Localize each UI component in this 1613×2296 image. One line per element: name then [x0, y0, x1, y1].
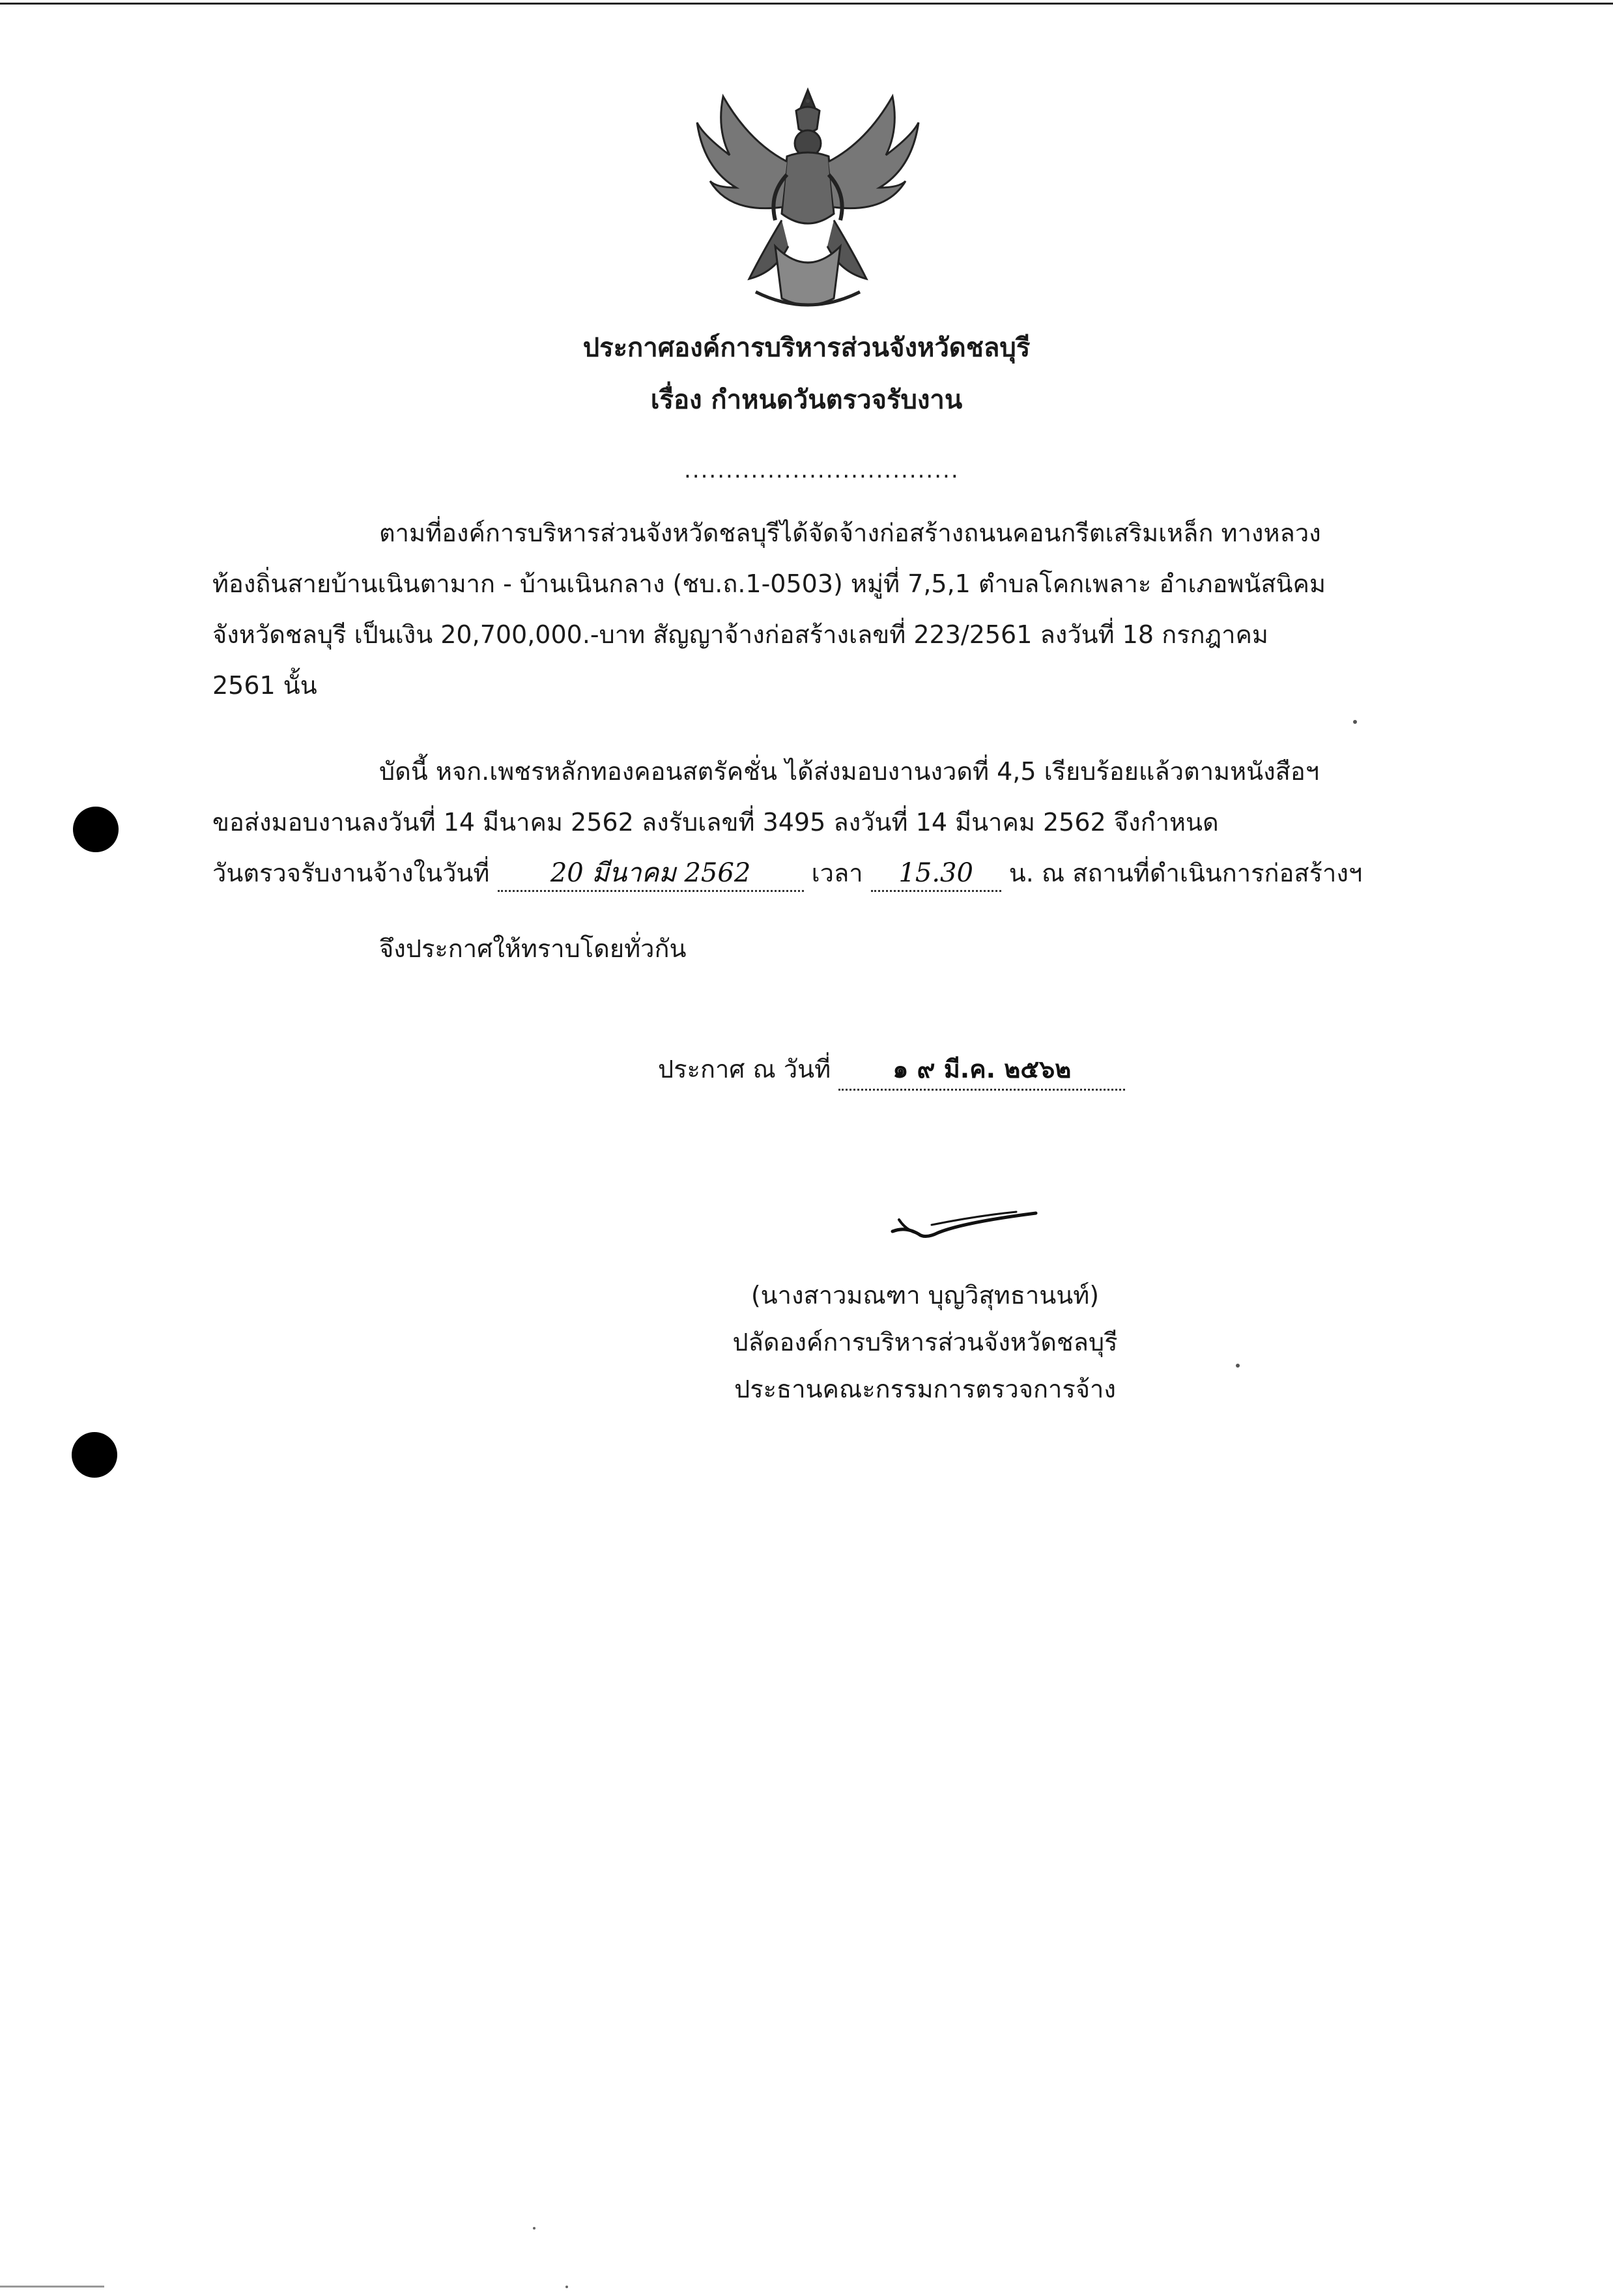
scan-top-edge	[0, 3, 1613, 5]
paragraph-line: ท้องถิ่นสายบ้านเนินตามาก - บ้านเนินกลาง (ชบ.ถ.1-0503) หมู่ที่ 7,5,1 ตำบลโคกเพลาะ อำเภอพนัสนิคม	[212, 569, 1326, 598]
document-title: ประกาศองค์การบริหารส่วนจังหวัดชลบุรี	[582, 333, 1031, 363]
issued-date-label: ประกาศ ณ วันที่	[658, 1055, 831, 1083]
paragraph-contract	[212, 516, 1399, 719]
paragraph-delivery	[212, 754, 1399, 907]
punch-hole	[73, 807, 119, 852]
handwritten-inspection-time: 15.30	[871, 856, 1001, 892]
signatory-role: ประธานคณะกรรมการตรวจการจ้าง	[734, 1375, 1116, 1403]
time-label: เวลา	[811, 859, 863, 887]
title-separator: .................................	[684, 457, 960, 483]
closing-text: จึงประกาศให้ทราบโดยทั่วกัน	[379, 934, 687, 963]
paragraph-line: 2561 นั้น	[212, 671, 317, 700]
signatory-name: (นางสาวมณฑา บุญวิสุทธานนท์)	[750, 1281, 1100, 1310]
inspection-date-label: วันตรวจรับงานจ้างในวันที่	[212, 859, 490, 887]
stamped-issued-date: ๑ ๙ มี.ค. ๒๕๖๒	[838, 1049, 1125, 1091]
paragraph-line: จังหวัดชลบุรี เป็นเงิน 20,700,000.-บาท สัญญาจ้างก่อสร้างเลขที่ 223/2561 ลงวันที่ 18 กรกฎาคม	[212, 620, 1268, 649]
punch-hole	[72, 1432, 117, 1478]
document-subject: เรื่อง กำหนดวันตรวจรับงาน	[650, 385, 963, 415]
signatory-block	[691, 1272, 1160, 1413]
garuda-emblem-icon	[678, 83, 938, 318]
signature-icon	[886, 1194, 1042, 1246]
issued-date-line	[658, 1049, 1125, 1091]
paragraph-line: บัดนี้ หจก.เพชรหลักทองคอนสตรัคชั่น ได้ส่งมอบงานงวดที่ 4,5 เรียบร้อยแล้วตามหนังสือฯ	[379, 757, 1320, 786]
location-text: น. ณ สถานที่ดำเนินการก่อสร้างฯ	[1008, 859, 1363, 887]
handwritten-inspection-date: 20 มีนาคม 2562	[498, 856, 804, 892]
paragraph-closing	[212, 932, 1399, 983]
paragraph-line: ขอส่งมอบงานลงวันที่ 14 มีนาคม 2562 ลงรับเลขที่ 3495 ลงวันที่ 14 มีนาคม 2562 จึงกำหนด	[212, 808, 1219, 837]
paragraph-line: ตามที่องค์การบริหารส่วนจังหวัดชลบุรีได้จัดจ้างก่อสร้างถนนคอนกรีตเสริมเหล็ก ทางหลวง	[379, 519, 1321, 547]
signatory-position: ปลัดองค์การบริหารส่วนจังหวัดชลบุรี	[732, 1328, 1118, 1356]
